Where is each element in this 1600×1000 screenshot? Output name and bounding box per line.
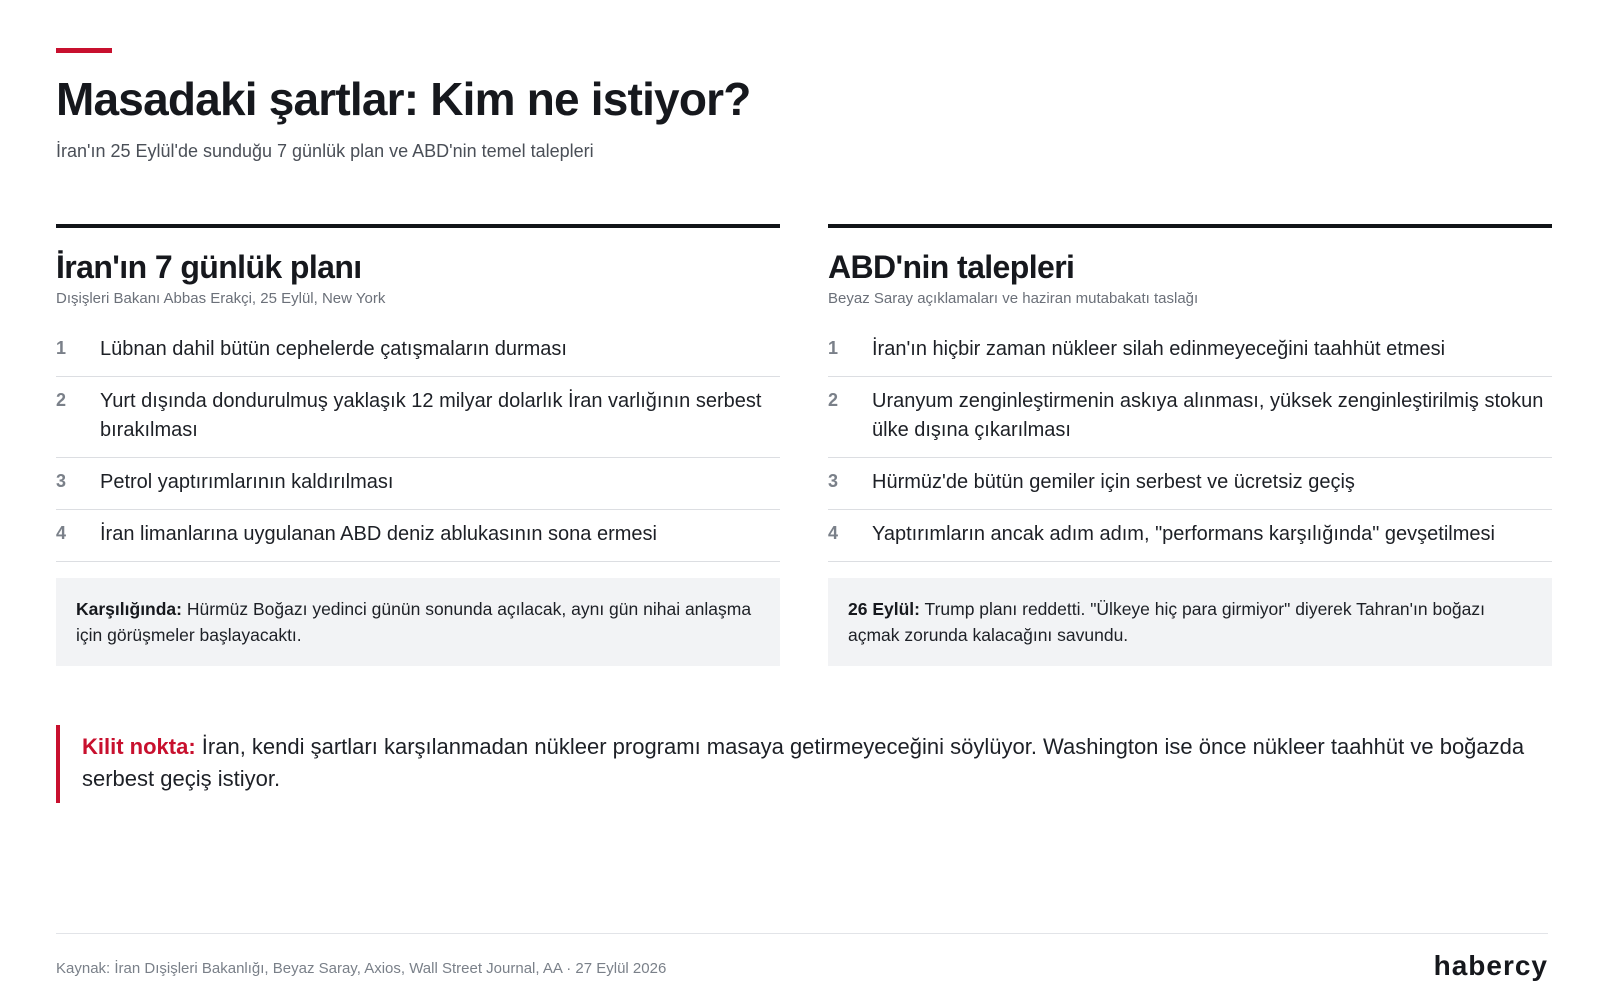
item-text: Uranyum zenginleştirmenin askıya alınması, yüksek zenginleştirilmiş stokun ülke dışına çıkarılması (872, 390, 1544, 441)
iran-plan-note (56, 578, 780, 666)
list-item (56, 325, 780, 377)
iran-plan-column (56, 224, 780, 666)
us-demands-source: Beyaz Saray açıklamaları ve haziran mutabakatı taslağı (828, 290, 1199, 307)
footer-divider (56, 933, 1548, 934)
item-text: İran'ın hiçbir zaman nükleer silah edinmeyeceğini taahhüt etmesi (872, 338, 1446, 360)
footer-source: Kaynak: İran Dışişleri Bakanlığı, Beyaz Saray, Axios, Wall Street Journal, AA · 27 Eylül 2026 (56, 960, 667, 977)
note-text: Hürmüz Boğazı yedinci günün sonunda açılacak, aynı gün nihai anlaşma için görüşmeler başlayacaktı. (76, 599, 752, 645)
item-text: Petrol yaptırımlarının kaldırılması (100, 471, 394, 493)
us-demands-title: ABD'nin talepleri (828, 249, 1075, 285)
key-point-callout (56, 725, 1548, 803)
iran-plan-list (56, 325, 780, 562)
accent-bar (56, 48, 112, 53)
item-number: 3 (828, 471, 839, 491)
item-text: Hürmüz'de bütün gemiler için serbest ve ücretsiz geçiş (872, 471, 1355, 493)
us-demands-list (828, 325, 1552, 562)
iran-plan-source: Dışişleri Bakanı Abbas Erakçi, 25 Eylül, New York (56, 290, 386, 307)
item-text: İran limanlarına uygulanan ABD deniz ablukasının sona ermesi (100, 523, 657, 545)
habercy-logo[interactable]: habercy (1433, 950, 1548, 981)
item-number: 4 (56, 523, 67, 543)
item-number: 2 (828, 390, 839, 410)
key-point-label: Kilit nokta: (82, 734, 196, 759)
item-number: 3 (56, 471, 67, 491)
us-demands-note (828, 578, 1552, 666)
item-number: 4 (828, 523, 839, 543)
list-item (56, 377, 780, 458)
page-subtitle: İran'ın 25 Eylül'de sunduğu 7 günlük plan ve ABD'nin temel talepleri (56, 141, 594, 161)
list-item (828, 325, 1552, 377)
item-number: 1 (828, 338, 839, 358)
page-title: Masadaki şartlar: Kim ne istiyor? (56, 73, 751, 125)
item-text: Yurt dışında dondurulmuş yaklaşık 12 milyar dolarlık İran varlığının serbest bırakılması (100, 390, 762, 441)
item-number: 1 (56, 338, 67, 358)
item-number: 2 (56, 390, 67, 410)
key-point-text: İran, kendi şartları karşılanmadan nükleer programı masaya getirmeyeceğini söylüyor. Washington ise önce nükleer taahhüt ve boğazda serbest geçiş istiyor. (82, 734, 1525, 791)
us-demands-column (828, 224, 1552, 666)
iran-plan-title: İran'ın 7 günlük planı (56, 249, 362, 285)
list-item (828, 377, 1552, 458)
item-text: Lübnan dahil bütün cephelerde çatışmaların durması (100, 338, 567, 360)
item-text: Yaptırımların ancak adım adım, "performans karşılığında" gevşetilmesi (872, 523, 1495, 545)
list-item (56, 510, 780, 562)
list-item (828, 510, 1552, 562)
note-text: Trump planı reddetti. "Ülkeye hiç para girmiyor" diyerek Tahran'ın boğazı açmak zorunda kalacağını savundu. (848, 599, 1486, 645)
list-item (56, 458, 780, 510)
list-item (828, 458, 1552, 510)
note-label: 26 Eylül: (848, 599, 920, 619)
note-label: Karşılığında: (76, 599, 182, 619)
